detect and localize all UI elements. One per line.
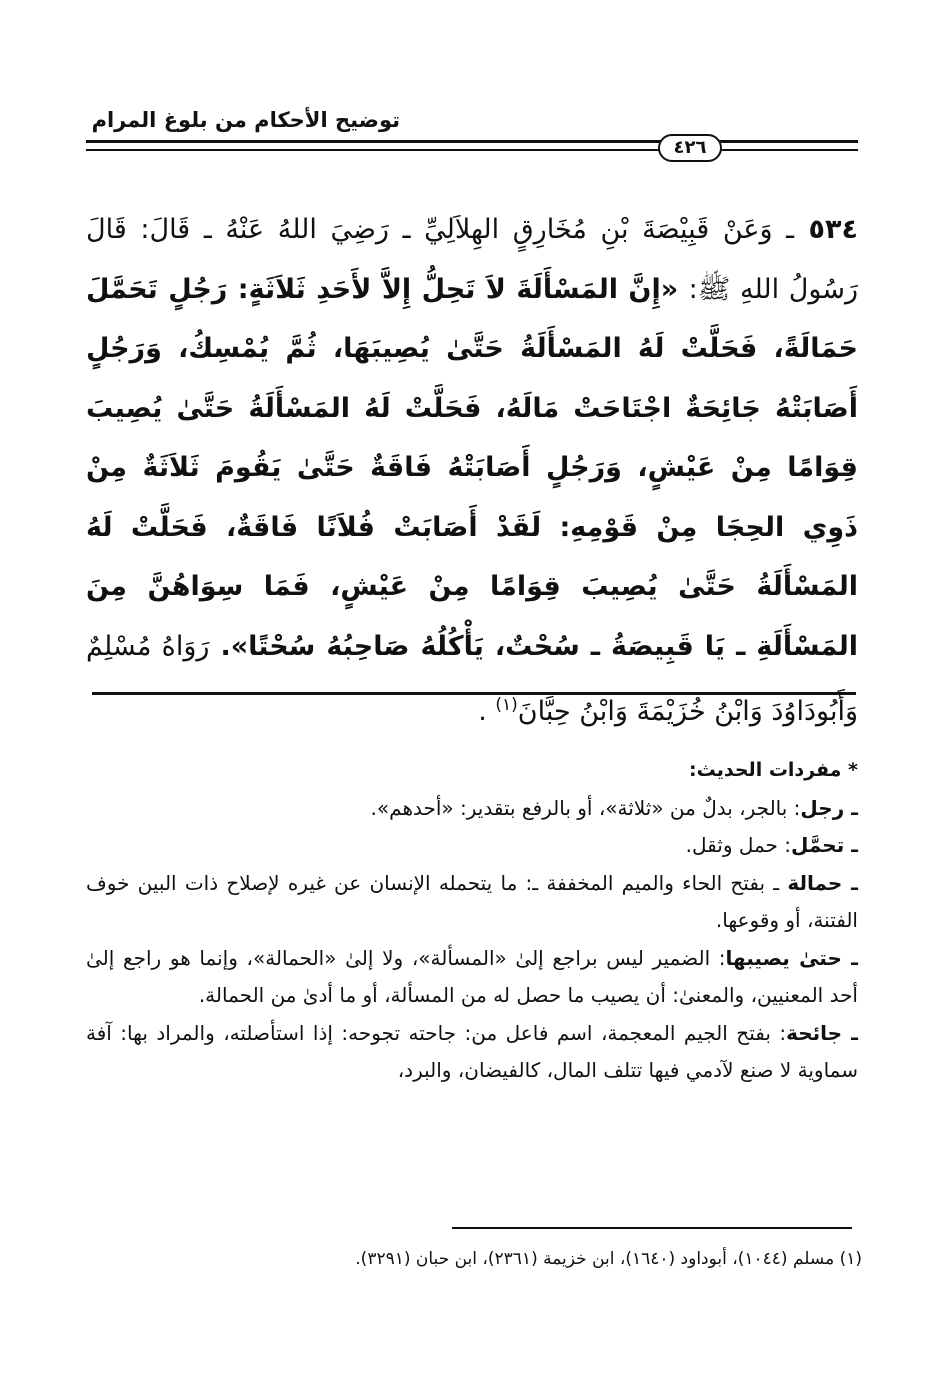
vocab-definition: ـ بفتح الحاء والميم المخففة ـ: ما يتحمله الإنسان عن غيره لإصلاح ذات البين خوف الفتنة، أو وقوعها. (86, 870, 858, 932)
running-header-title: توضيح الأحكام من بلوغ المرام (91, 108, 400, 132)
vocab-term: ـ حتىٰ يصيبها (725, 945, 858, 970)
page-number: ٤٢٦ (658, 134, 722, 162)
vocab-item (86, 827, 858, 865)
vocab-definition: : الضمير ليس براجع إلىٰ «المسألة»، ولا إلىٰ «الحمالة»، وإنما هو راجع إلىٰ أحد المعنيين، والمعنىٰ: أن يصيب ما حصل له من المسألة، أو ما أدىٰ من الحمالة. (86, 945, 858, 1007)
footnote-rule (452, 1227, 852, 1229)
footnote: (١) مسلم (١٠٤٤)، أبوداود (١٦٤٠)، ابن خزيمة (٢٣٦١)، ابن حبان (٣٢٩١). (355, 1249, 862, 1269)
header-rule-thick (86, 140, 858, 143)
footnote-marker: (١) (495, 695, 518, 715)
vocab-term: ـ جائحة (786, 1020, 858, 1045)
vocabulary-section (86, 752, 858, 1090)
hadith-number: ٥٣٤ (808, 214, 858, 245)
hadith-intro: ـ وَعَنْ قَبِيْصَةَ بْنِ مُخَارِقٍ الهِلاَلِيِّ ـ رَضِيَ اللهُ عَنْهُ ـ قَالَ: قَالَ رَسُولُ اللهِ ﷺ: (86, 214, 859, 305)
vocab-term: ـ رجل (800, 795, 858, 820)
vocab-item (86, 865, 858, 940)
hadith-text: «إِنَّ المَسْأَلَةَ لاَ تَحِلُّ إِلاَّ لأَحَدِ ثَلاَثَةٍ: رَجُلٍ تَحَمَّلَ حَمَالَةً، فَحَلَّتْ لَهُ المَسْأَلَةُ حَتَّىٰ يُصِيبَهَا، ثُمَّ يُمْسِكُ، وَرَجُلٍ أَصَابَتْهُ جَائِحَةٌ اجْتَاحَتْ مَالَهُ، فَحَلَّتْ لَهُ المَسْأَلَةُ حَتَّىٰ يُصِيبَ قِوَامًا مِنْ عَيْشٍ، وَرَجُلٍ أَصَابَتْهُ فَاقَةٌ حَتَّىٰ يَقُومَ ثَلاَثَةٌ مِنْ ذَوِي الحِجَا مِنْ قَوْمِهِ: لَقَدْ أَصَابَتْ فُلاَنًا فَاقَةٌ، فَحَلَّتْ لَهُ المَسْأَلَةُ حَتَّىٰ يُصِيبَ قِوَامًا مِنْ عَيْشٍ، فَمَا سِوَاهُنَّ مِنَ المَسْأَلَةِ ـ يَا قَبِيصَةُ ـ سُحْتٌ، يَأْكُلُهُ صَاحِبُهُ سُحْتًا». (86, 273, 858, 662)
section-divider (92, 692, 856, 695)
vocab-item (86, 940, 858, 1015)
header-rule-thin (86, 149, 858, 151)
hadith-source: رَوَاهُ مُسْلِمٌ وَأَبُودَاوُدَ وَابْنُ خُزَيْمَةَ وَابْنُ حِبَّانَ (86, 630, 858, 727)
vocab-definition: : حمل وثقل. (685, 833, 792, 857)
hadith-paragraph: ٥٣٤ ـ وَعَنْ قَبِيْصَةَ بْنِ مُخَارِقٍ الهِلاَلِيِّ ـ رَضِيَ اللهُ عَنْهُ ـ قَالَ: قَالَ رَسُولُ اللهِ ﷺ: «إِنَّ المَسْأَلَةَ لاَ تَحِلُّ إِلاَّ لأَحَدِ ثَلاَثَةٍ: رَجُلٍ تَحَمَّلَ حَمَالَةً، فَحَلَّتْ لَهُ المَسْأَلَةُ حَتَّىٰ يُصِيبَهَا، ثُمَّ يُمْسِكُ، وَرَجُلٍ أَصَابَتْهُ جَائِحَةٌ اجْتَاحَتْ مَالَهُ، فَحَلَّتْ لَهُ المَسْأَلَةُ حَتَّىٰ يُصِيبَ قِوَامًا مِنْ عَيْشٍ، وَرَجُلٍ أَصَابَتْهُ فَاقَةٌ حَتَّىٰ يَقُومَ ثَلاَثَةٌ مِنْ ذَوِي الحِجَا مِنْ قَوْمِهِ: لَقَدْ أَصَابَتْ فُلاَنًا فَاقَةٌ، فَحَلَّتْ لَهُ المَسْأَلَةُ حَتَّىٰ يُصِيبَ قِوَامًا مِنْ عَيْشٍ، فَمَا سِوَاهُنَّ مِنَ المَسْأَلَةِ ـ يَا قَبِيصَةُ ـ سُحْتٌ، يَأْكُلُهُ صَاحِبُهُ سُحْتًا». رَوَاهُ مُسْلِمٌ وَأَبُودَاوُدَ وَابْنُ خُزَيْمَةَ وَابْنُ حِبَّانَ$^{(١)}$ . (86, 214, 859, 727)
vocabulary-heading: * مفردات الحديث: (689, 759, 858, 781)
vocab-item (86, 790, 858, 828)
vocab-definition: : بفتح الجيم المعجمة، اسم فاعل من: جاحته تجوحه: إذا استأصلته، والمراد بها: آفة سماوية لا صنع لآدمي فيها تتلف المال، كالفيضان، والبرد، (86, 1020, 858, 1082)
vocab-term: ـ تحمَّل (791, 833, 858, 857)
vocab-definition: : بالجر، بدلٌ من «ثلاثة»، أو بالرفع بتقدير: «أحدهم». (370, 795, 801, 820)
vocab-item (86, 1015, 858, 1090)
vocab-term: ـ حمالة (787, 870, 858, 895)
